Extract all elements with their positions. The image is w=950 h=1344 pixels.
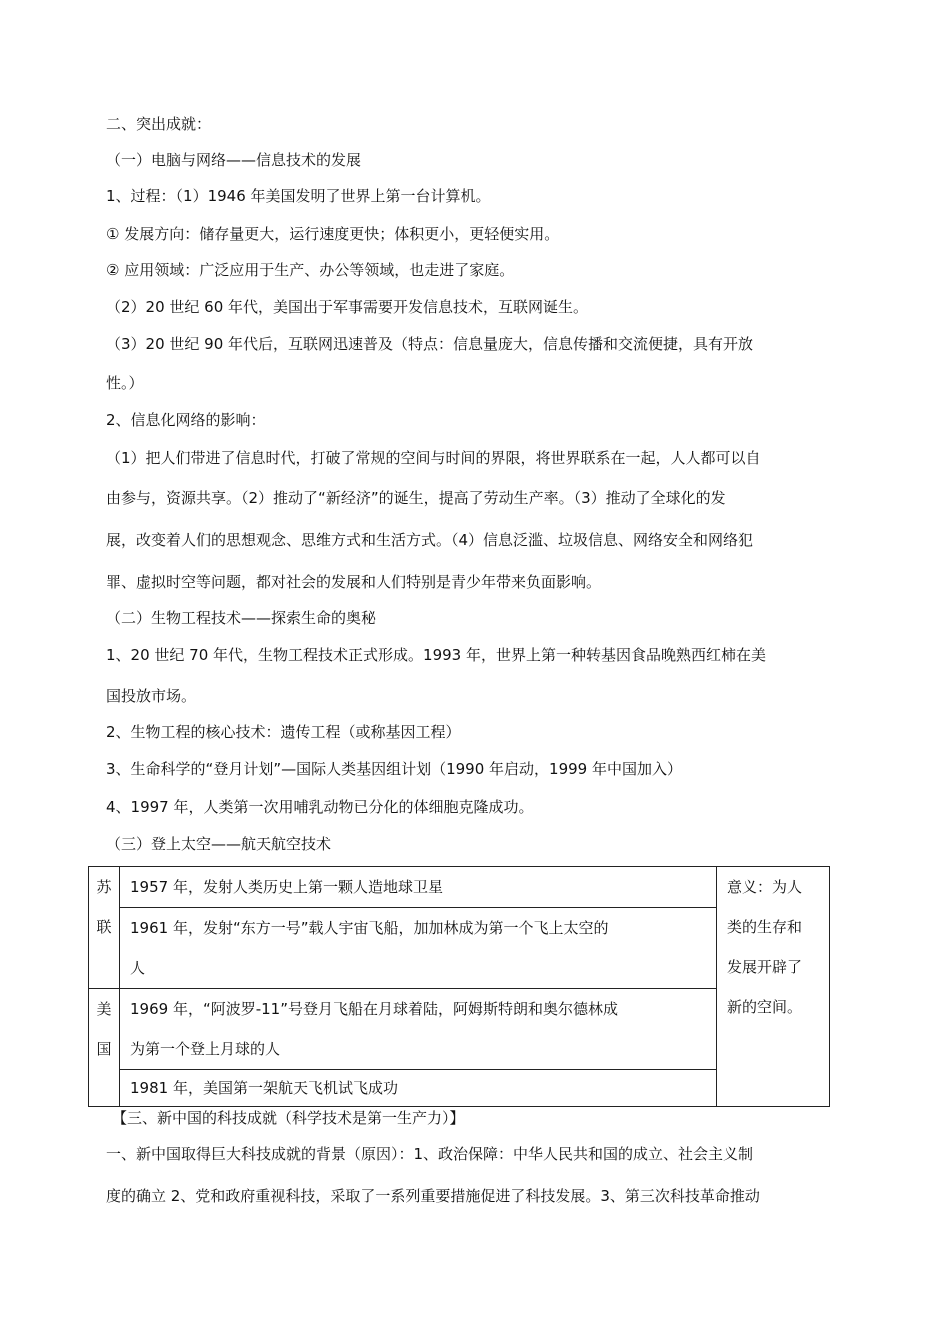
paragraph: 4、1997 年，人类第一次用哺乳动物已分化的体细胞克隆成功。 <box>106 798 534 816</box>
significance-cell <box>717 867 830 1107</box>
country-char: 苏 <box>96 878 112 896</box>
country-char: 联 <box>96 918 112 936</box>
significance-line: 发展开辟了 <box>727 958 803 976</box>
paragraph: 1、过程：（1）1946 年美国发明了世界上第一台计算机。 <box>106 187 491 205</box>
paragraph: 1、20 世纪 70 年代，生物工程技术正式形成。1993 年，世界上第一种转基因食品晚熟西红柿在美 <box>106 646 766 664</box>
paragraph: 性。） <box>106 374 144 392</box>
paragraph: 2、信息化网络的影响： <box>106 411 266 429</box>
paragraph: 由参与，资源共享。（2）推动了“新经济”的诞生，提高了劳动生产率。（3）推动了全球化的发 <box>106 489 726 507</box>
country-char: 美 <box>96 1000 112 1018</box>
paragraph: 罪、虚拟时空等问题，都对社会的发展和人们特别是青少年带来负面影响。 <box>106 573 602 591</box>
subsection-title: （三）登上太空——航天航空技术 <box>106 835 332 853</box>
paragraph: 一、新中国取得巨大科技成就的背景（原因）：1、政治保障：中华人民共和国的成立、社会主义制 <box>106 1145 754 1163</box>
paragraph: 3、生命科学的“登月计划”—国际人类基因组计划（1990 年启动，1999 年中国加入） <box>106 760 682 778</box>
event-cell <box>120 908 717 989</box>
paragraph: ① 发展方向：储存量更大，运行速度更快；体积更小，更轻便实用。 <box>106 225 560 243</box>
paragraph: 2、生物工程的核心技术：遗传工程（或称基因工程） <box>106 723 461 741</box>
section-heading: 【三、新中国的科技成就（科学技术是第一生产力）】 <box>112 1109 465 1127</box>
event-cell <box>120 1070 717 1107</box>
section-heading: 二、突出成就： <box>106 115 212 133</box>
paragraph: （1）把人们带进了信息时代，打破了常规的空间与时间的界限，将世界联系在一起，人人都可以自 <box>106 449 761 467</box>
event-text: 人 <box>130 959 146 977</box>
paragraph: 度的确立 2、党和政府重视科技，采取了一系列重要措施促进了科技发展。3、第三次科技革命推动 <box>106 1187 760 1205</box>
event-text: 1961 年，发射“东方一号”载人宇宙飞船，加加林成为第一个飞上太空的 <box>130 919 609 937</box>
significance-line: 类的生存和 <box>727 918 803 936</box>
significance-line: 意义：为人 <box>727 878 803 896</box>
paragraph: （2）20 世纪 60 年代，美国出于军事需要开发信息技术，互联网诞生。 <box>106 298 589 316</box>
paragraph: 展，改变着人们的思想观念、思维方式和生活方式。（4）信息泛滥、垃圾信息、网络安全和网络犯 <box>106 531 754 549</box>
country-cell-usa <box>89 989 120 1107</box>
event-text: 1957 年，发射人类历史上第一颗人造地球卫星 <box>130 878 443 896</box>
subsection-title: （一）电脑与网络——信息技术的发展 <box>106 151 362 169</box>
event-cell <box>120 989 717 1070</box>
subsection-title: （二）生物工程技术——探索生命的奥秘 <box>106 609 377 627</box>
country-char: 国 <box>96 1040 112 1058</box>
event-cell <box>120 867 717 908</box>
paragraph: （3）20 世纪 90 年代后，互联网迅速普及（特点：信息量庞大，信息传播和交流便捷，具有开放 <box>106 335 754 353</box>
event-text: 1969 年，“阿波罗-11”号登月飞船在月球着陆，阿姆斯特朗和奥尔德林成 <box>130 1000 618 1018</box>
event-text: 1981 年，美国第一架航天飞机试飞成功 <box>130 1079 398 1097</box>
paragraph: ② 应用领域：广泛应用于生产、办公等领域，也走进了家庭。 <box>106 261 515 279</box>
space-achievements-table <box>88 866 830 1107</box>
significance-line: 新的空间。 <box>727 998 803 1016</box>
paragraph: 国投放市场。 <box>106 687 197 705</box>
event-text: 为第一个登上月球的人 <box>130 1040 281 1058</box>
country-cell-ussr <box>89 867 120 989</box>
